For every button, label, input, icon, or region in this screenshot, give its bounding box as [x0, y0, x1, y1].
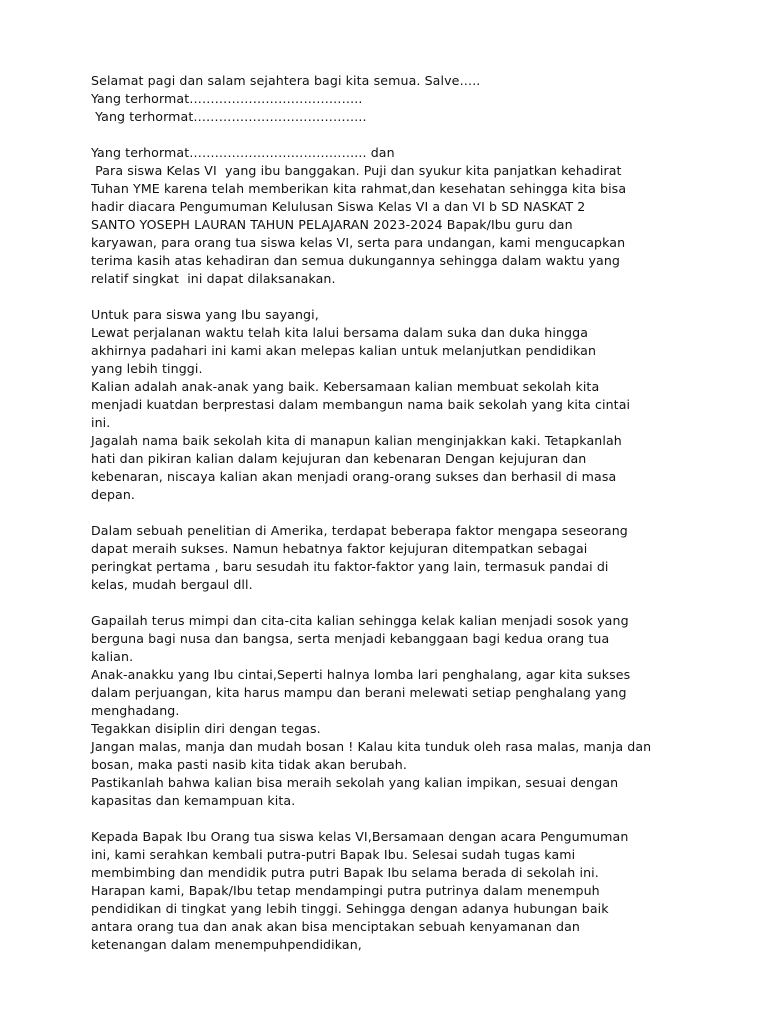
paragraph-gap — [91, 594, 691, 612]
text-line: Dalam sebuah penelitian di Amerika, terdapat beberapa faktor mengapa seseorang — [91, 523, 628, 538]
text-line: pendidikan di tingkat yang lebih tinggi. Sehingga dengan adanya hubungan baik — [91, 901, 609, 916]
paragraph-gap — [91, 126, 691, 144]
text-line: karyawan, para orang tua siswa kelas VI, serta para undangan, kami mengucapkan — [91, 235, 626, 250]
text-line: Yang terhormat…………………………………... dan — [91, 145, 395, 160]
text-line: peringkat pertama , baru sesudah itu faktor-faktor yang lain, termasuk pandai di — [91, 559, 609, 574]
text-line: Selamat pagi dan salam sejahtera bagi kita semua. Salve….. — [91, 73, 481, 88]
text-line: Jangan malas, manja dan mudah bosan ! Kalau kita tunduk oleh rasa malas, manja dan — [91, 739, 652, 754]
paragraph-gap — [91, 288, 691, 306]
text-line: menjadi kuatdan berprestasi dalam membangun nama baik sekolah yang kita cintai — [91, 397, 631, 412]
text-line: kebenaran, niscaya kalian akan menjadi orang-orang sukses dan berhasil di masa — [91, 469, 617, 484]
text-line: bosan, maka pasti nasib kita tidak akan berubah. — [91, 757, 407, 772]
text-line: yang lebih tinggi. — [91, 361, 203, 376]
text-line: hati dan pikiran kalian dalam kejujuran dan kebenaran Dengan kejujuran dan — [91, 451, 587, 466]
text-line: Lewat perjalanan waktu telah kita lalui bersama dalam suka dan duka hingga — [91, 325, 589, 340]
text-line: Yang terhormat………………………………….. — [91, 91, 363, 106]
text-line: kelas, mudah bergaul dll. — [91, 577, 253, 592]
text-line: Yang terhormat………………………………….. — [91, 109, 367, 124]
text-line: depan. — [91, 487, 136, 502]
text-line: SANTO YOSEPH LAURAN TAHUN PELAJARAN 2023-2024 Bapak/Ibu guru dan — [91, 217, 573, 232]
text-line: Jagalah nama baik sekolah kita di manapun kalian menginjakkan kaki. Tetapkanlah — [91, 433, 622, 448]
text-line: Anak-anakku yang Ibu cintai,Seperti halnya lomba lari penghalang, agar kita sukses — [91, 667, 631, 682]
text-line: Para siswa Kelas VI yang ibu banggakan. Puji dan syukur kita panjatkan kehadirat — [91, 163, 622, 178]
text-line: berguna bagi nusa dan bangsa, serta menjadi kebanggaan bagi kedua orang tua — [91, 631, 610, 646]
text-line: ini, kami serahkan kembali putra-putri Bapak Ibu. Selesai sudah tugas kami — [91, 847, 576, 862]
text-line: ketenangan dalam menempuhpendidikan, — [91, 937, 362, 952]
text-line: Untuk para siswa yang Ibu sayangi, — [91, 307, 319, 322]
text-line: Pastikanlah bahwa kalian bisa meraih sekolah yang kalian impikan, sesuai dengan — [91, 775, 619, 790]
text-line: Kepada Bapak Ibu Orang tua siswa kelas VI,Bersamaan dengan acara Pengumuman — [91, 829, 629, 844]
text-line: kapasitas dan kemampuan kita. — [91, 793, 296, 808]
text-line: hadir diacara Pengumuman Kelulusan Siswa Kelas VI a dan VI b SD NASKAT 2 — [91, 199, 586, 214]
text-line: antara orang tua dan anak akan bisa menciptakan sebuah kenyamanan dan — [91, 919, 580, 934]
text-line: menghadang. — [91, 703, 180, 718]
text-line: membimbing dan mendidik putra putri Bapak Ibu selama berada di sekolah ini. — [91, 865, 599, 880]
text-line: Harapan kami, Bapak/Ibu tetap mendampingi putra putrinya dalam menempuh — [91, 883, 600, 898]
speech-text-body — [91, 72, 691, 954]
text-line: kalian. — [91, 649, 134, 664]
text-line: dapat meraih sukses. Namun hebatnya faktor kejujuran ditempatkan sebagai — [91, 541, 588, 556]
text-line: ini. — [91, 415, 111, 430]
text-line: dalam perjuangan, kita harus mampu dan berani melewati setiap penghalang yang — [91, 685, 627, 700]
text-line: terima kasih atas kehadiran dan semua dukungannya sehingga dalam waktu yang — [91, 253, 621, 268]
text-line: relatif singkat ini dapat dilaksanakan. — [91, 271, 336, 286]
text-line: akhirnya padahari ini kami akan melepas kalian untuk melanjutkan pendidikan — [91, 343, 597, 358]
text-line: Gapailah terus mimpi dan cita-cita kalian sehingga kelak kalian menjadi sosok yang — [91, 613, 629, 628]
paragraph-gap — [91, 810, 691, 828]
text-line: Tuhan YME karena telah memberikan kita rahmat,dan kesehatan sehingga kita bisa — [91, 181, 627, 196]
text-line: Kalian adalah anak-anak yang baik. Kebersamaan kalian membuat sekolah kita — [91, 379, 600, 394]
text-line: Tegakkan disiplin diri dengan tegas. — [91, 721, 321, 736]
paragraph-gap — [91, 504, 691, 522]
